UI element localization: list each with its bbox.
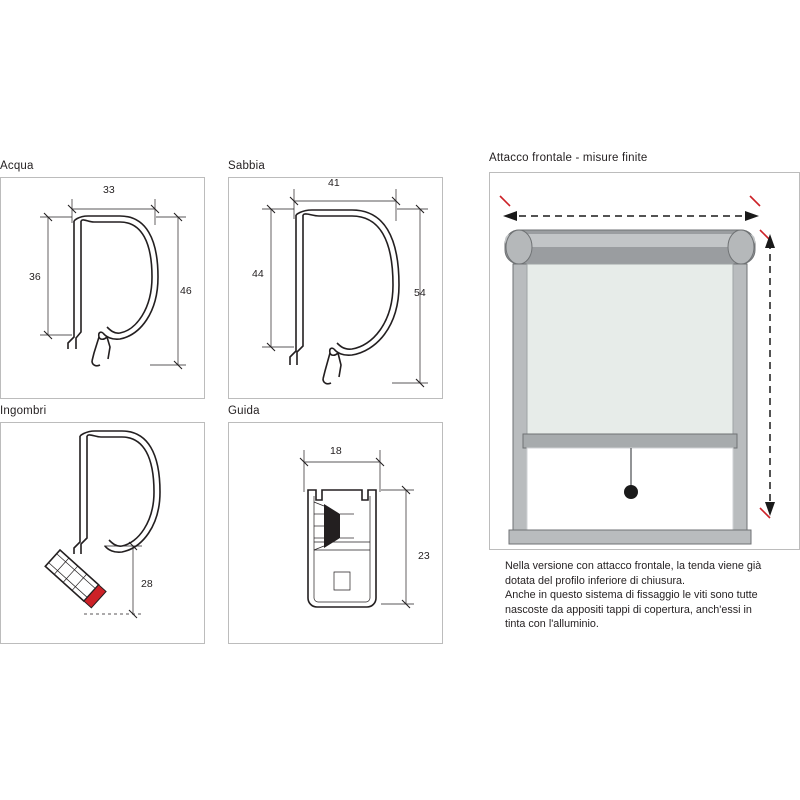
dim-sabbia-width: 41: [328, 177, 340, 189]
panel-title-attacco-frontale: Attacco frontale - misure finite: [489, 152, 648, 164]
drawing-ingombri: [0, 422, 205, 644]
drawing-sabbia: [228, 177, 443, 399]
panel-title-sabbia: Sabbia: [228, 160, 266, 172]
dim-acqua-width: 33: [103, 184, 115, 196]
caption-line-2: dotata del profilo inferiore di chiusura.: [505, 574, 686, 587]
caption-line-1: Nella versione con attacco frontale, la tenda viene già: [505, 560, 762, 572]
dim-acqua-right-height: 46: [180, 285, 192, 297]
drawing-attacco-frontale: [489, 172, 800, 550]
drawing-acqua: [0, 177, 205, 399]
caption-line-5: tinta con l'alluminio.: [505, 618, 599, 631]
dim-ingombri-offset: 28: [141, 578, 153, 590]
dim-guida-width: 18: [330, 445, 342, 457]
caption-line-3: Anche in questo sistema di fissaggio le viti sono tutte: [505, 589, 758, 602]
attacco-frontale-caption: [505, 559, 775, 632]
dim-guida-height: 23: [418, 550, 430, 562]
dim-sabbia-right-height: 54: [414, 287, 426, 299]
caption-line-4: nascoste da appositi tappi di copertura, anch'essi in: [505, 603, 752, 616]
dim-sabbia-left-height: 44: [252, 268, 264, 280]
panel-title-ingombri: Ingombri: [0, 405, 47, 417]
dim-acqua-left-height: 36: [29, 271, 41, 283]
panel-title-acqua: Acqua: [0, 160, 34, 172]
panel-title-guida: Guida: [228, 405, 260, 417]
